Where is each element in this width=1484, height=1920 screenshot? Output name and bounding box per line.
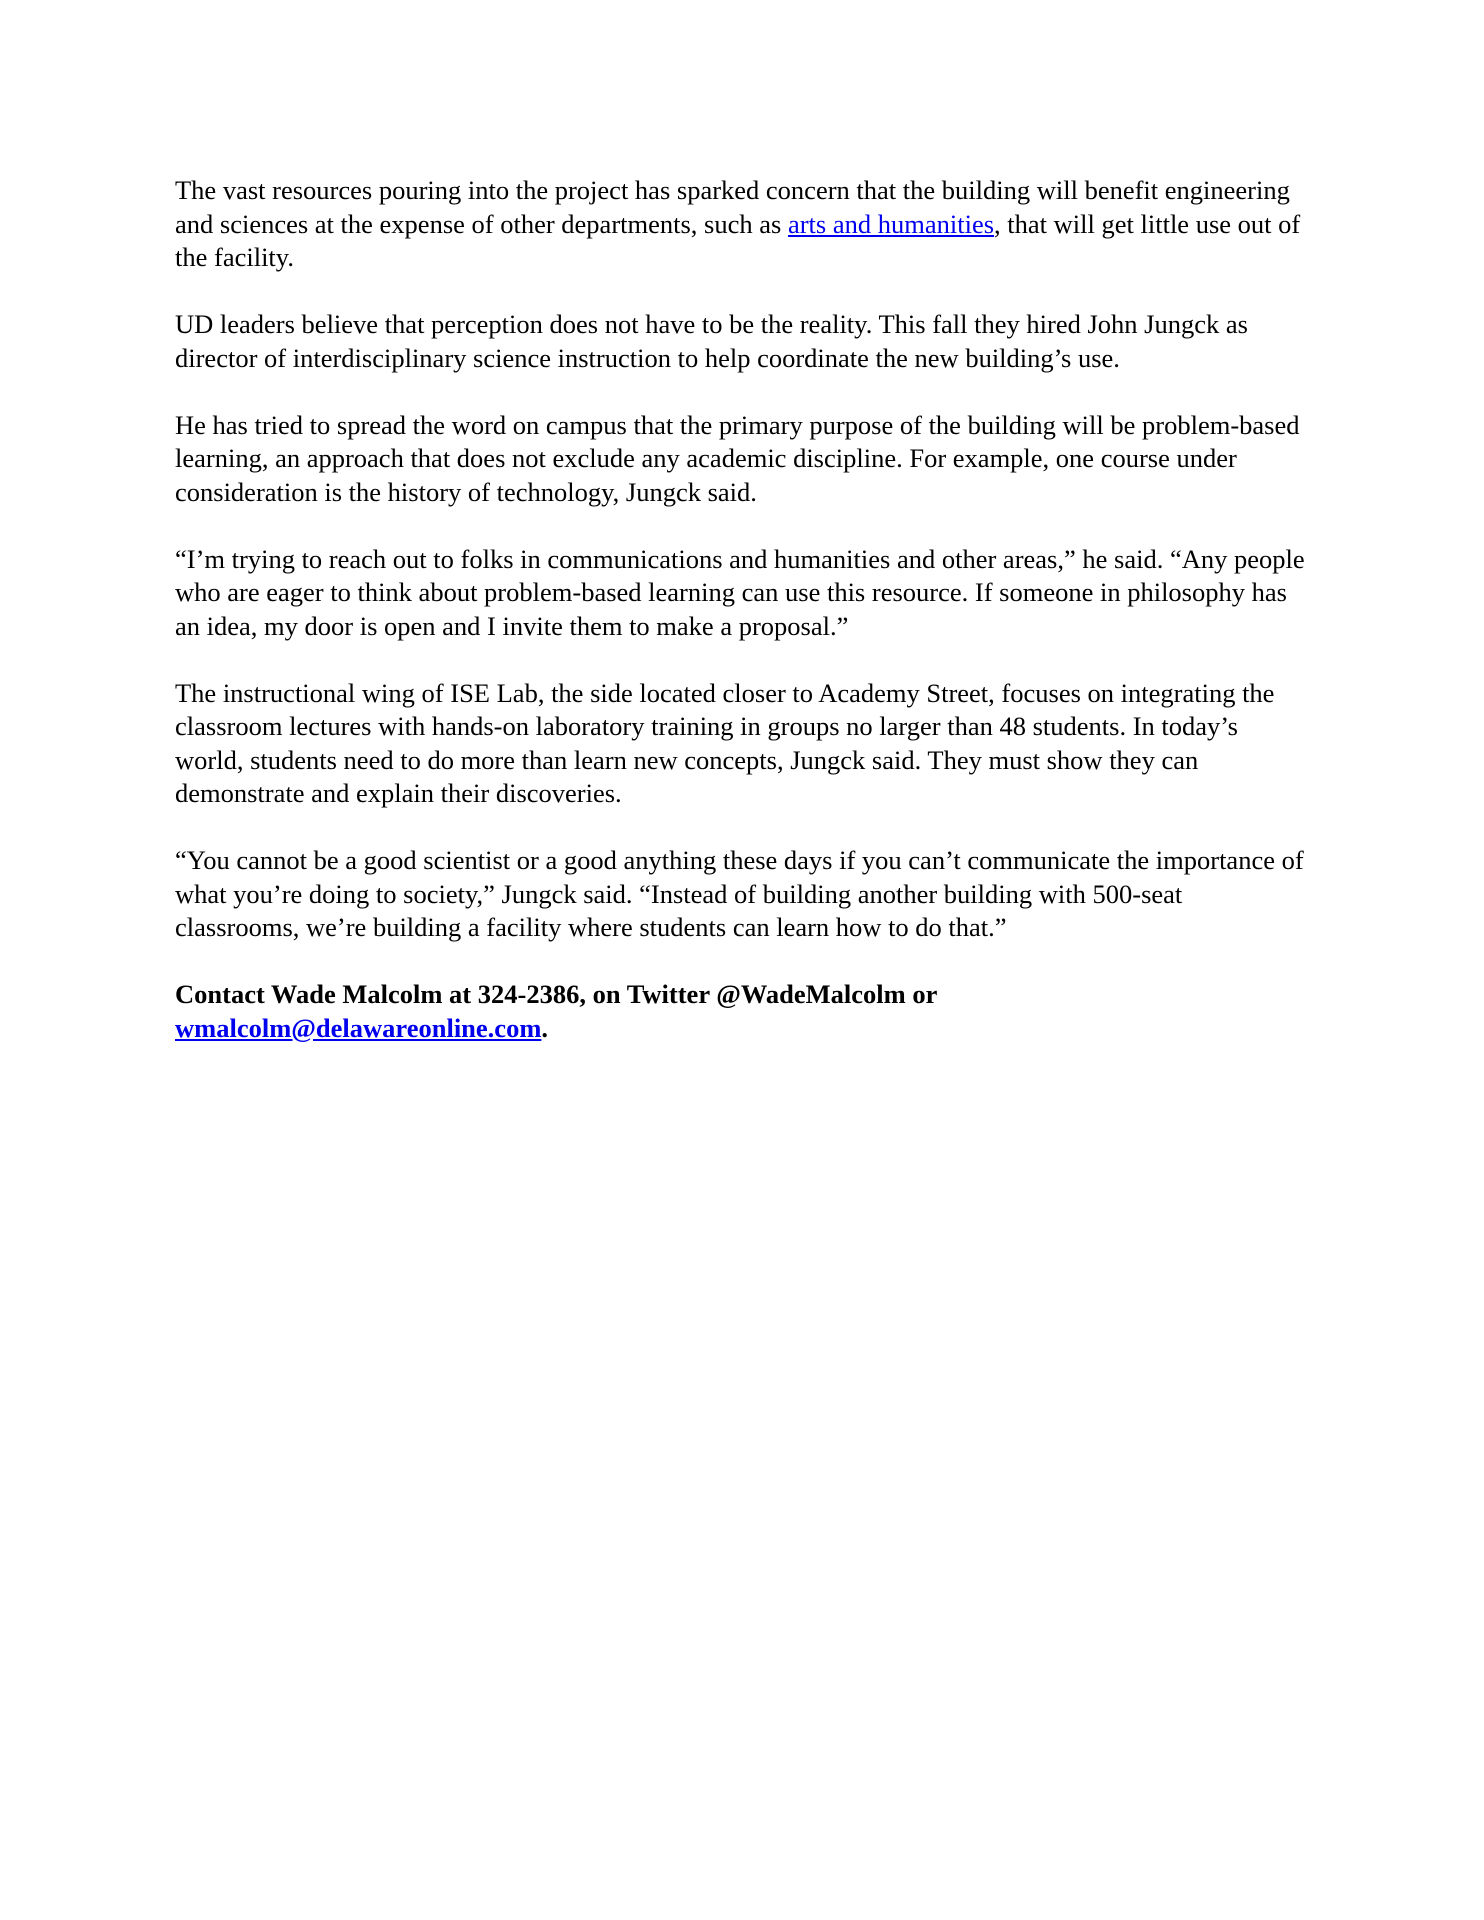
arts-and-humanities-link[interactable]: arts and humanities <box>787 208 995 239</box>
paragraph-1 <box>175 174 1310 275</box>
paragraph-2: UD leaders believe that perception does not have to be the reality. This fall they hired John Jungck as director of interdisciplinary science instruction to help coordinate the new building’s use. <box>175 309 1248 373</box>
paragraph-5: The instructional wing of ISE Lab, the side located closer to Academy Street, focuses on integrating the classroom lectures with hands-on laboratory training in groups no larger than 48 students. In today’s world, students need to do more than learn new concepts, Jungck said. They must show they can demonstrate and explain their discoveries. <box>175 677 1275 808</box>
contact-line <box>175 978 1310 1045</box>
article-body <box>175 174 1310 1045</box>
paragraph-4: “I’m trying to reach out to folks in communications and humanities and other areas,” he said. “Any people who are eager to think about problem-based learning can use this resource. If someone in philosophy has an idea, my door is open and I invite them to make a proposal.” <box>175 543 1305 641</box>
paragraph-1-text-after: , that will get little use out of the facility. <box>175 208 1301 272</box>
contact-text: Contact Wade Malcolm at 324-2386, on Twitter @WadeMalcolm or <box>175 979 937 1009</box>
paragraph-6: “You cannot be a good scientist or a good anything these days if you can’t communicate the importance of what you’re doing to society,” Jungck said. “Instead of building another building with 500-seat classrooms, we’re building a facility where students can learn how to do that.” <box>175 845 1304 942</box>
contact-end: . <box>541 1012 549 1043</box>
paragraph-3: He has tried to spread the word on campus that the primary purpose of the building will be problem-based learning, an approach that does not exclude any academic discipline. For example, one course under consideration is the history of technology, Jungck said. <box>175 409 1300 507</box>
email-link[interactable]: wmalcolm@delawareonline.com <box>175 1012 542 1043</box>
paragraph-1-text-before: The vast resources pouring into the project has sparked concern that the building will benefit engineering and sciences at the expense of other departments, such as <box>175 175 1290 239</box>
